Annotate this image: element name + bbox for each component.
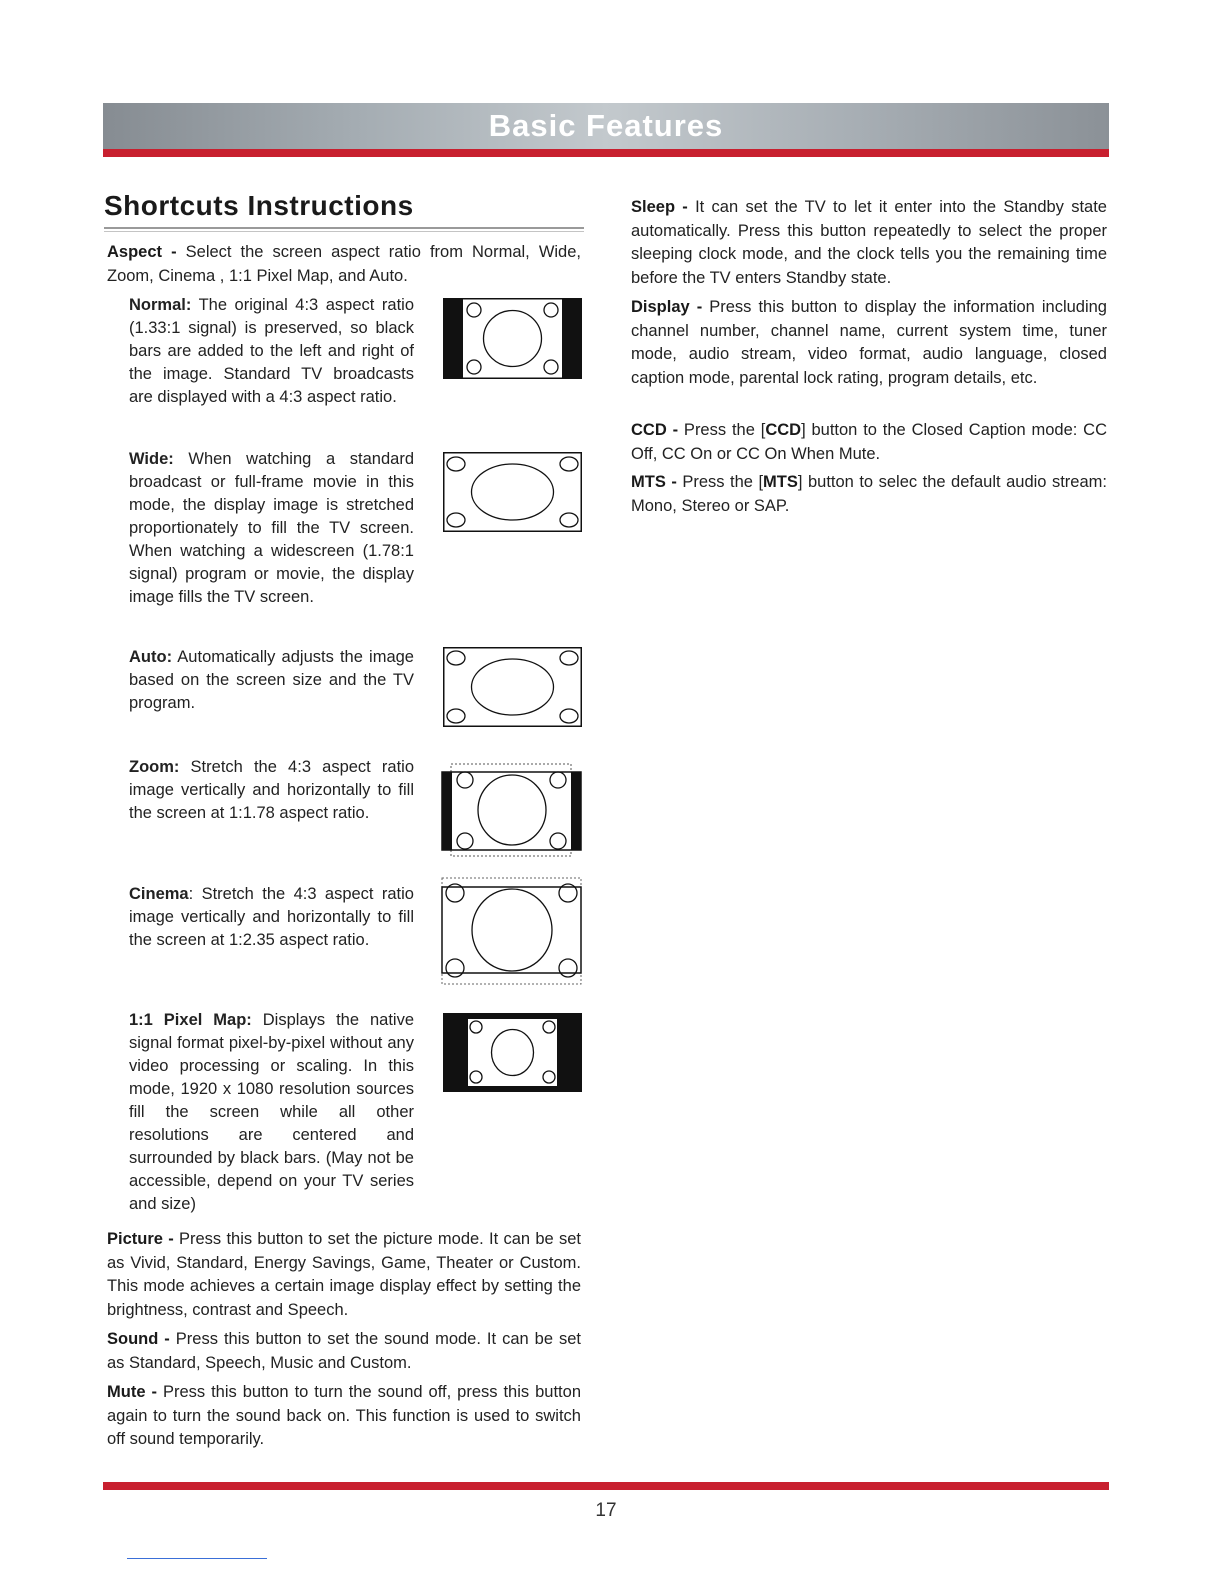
ccd-key: CCD [765,421,802,439]
ccd-paragraph [631,419,1107,466]
wide-mode-diagram [443,452,582,532]
mts-post: ] button to selec the default audio stream: Mono, Stereo or SAP. [631,473,1107,515]
mode-auto-text: Automatically adjusts the image based on the screen size and the TV program. [129,648,414,712]
header-banner [103,103,1109,149]
pixel-map-mode-diagram [443,1013,582,1092]
mode-pixel-map-text: Displays the native signal format pixel-by-pixel without any video processing or scaling. In this mode, 1920 x 1080 resolution sources fill the screen while all other resolutions are centered and surrounded by black bars. (May not be accessible, depend on your TV series and size) [129,1011,414,1213]
mode-pixel-map-label: 1:1 Pixel Map: [129,1011,252,1029]
mode-auto [129,646,414,715]
mode-pixel-map [129,1009,414,1216]
header-accent-bar [103,149,1109,157]
mute-paragraph [107,1381,581,1452]
ccd-pre: Press the [ [678,421,766,439]
sound-text: Press this button to set the sound mode. It can be set as Standard, Speech, Music and Custom. [107,1330,581,1372]
sleep-label: Sleep - [631,198,688,216]
mode-cinema [129,883,414,952]
section-title: Shortcuts Instructions [104,190,414,221]
mute-label: Mute - [107,1383,157,1401]
display-text: Press this button to display the information including channel number, channel name, current system time, tuner mode, audio stream, video format, audio language, closed caption mode, parental lock rating, program details, etc. [631,298,1107,387]
mode-zoom-text: Stretch the 4:3 aspect ratio image vertically and horizontally to fill the screen at 1:1.78 aspect ratio. [129,758,414,822]
aspect-paragraph [107,241,581,288]
section-title-rule-thin [104,231,584,232]
picture-paragraph [107,1228,581,1322]
picture-text: Press this button to set the picture mode. It can be set as Vivid, Standard, Energy Savings, Game, Theater or Custom. This mode achieves a certain image display effect by setting the brightness, contrast and Speech. [107,1230,581,1319]
mts-pre: Press the [ [676,473,764,491]
mode-wide-text: When watching a standard broadcast or full-frame movie in this mode, the display image is stretched proportionately to fill the TV screen. When watching a widescreen (1.78:1 signal) program or movie, the display image fills the TV screen. [129,450,414,606]
footer-link-underline [127,1558,267,1559]
mode-normal-text: The original 4:3 aspect ratio (1.33:1 signal) is preserved, so black bars are added to the left and right of the image. Standard TV broadcasts are displayed with a 4:3 aspect ratio. [129,296,414,406]
mode-zoom [129,756,414,825]
sound-paragraph [107,1328,581,1375]
mode-cinema-label: Cinema [129,885,189,903]
page-header-title: Basic Features [488,108,724,143]
picture-label: Picture - [107,1230,174,1248]
zoom-mode-diagram [441,762,583,858]
sound-label: Sound - [107,1330,170,1348]
mode-auto-label: Auto: [129,648,173,666]
display-label: Display - [631,298,703,316]
section-title-rule [104,227,584,229]
normal-mode-diagram [443,298,582,379]
aspect-text: Select the screen aspect ratio from Normal, Wide, Zoom, Cinema , 1:1 Pixel Map, and Auto. [107,243,581,285]
mute-text: Press this button to turn the sound off, press this button again to turn the sound back on. This function is used to switch off sound temporarily. [107,1383,581,1448]
mode-wide-label: Wide: [129,450,174,468]
cinema-mode-diagram [441,877,583,987]
sleep-text: It can set the TV to let it enter into the Standby state automatically. Press this button repeatedly to select the proper sleeping clock mode, and the clock tells you the remaining time before the TV enters Standby state. [631,198,1107,287]
mts-paragraph [631,471,1107,518]
mts-key: MTS [763,473,798,491]
ccd-post: ] button to the Closed Caption mode: CC Off, CC On or CC On When Mute. [631,421,1108,463]
mode-cinema-text: : Stretch the 4:3 aspect ratio image vertically and horizontally to fill the screen at 1:2.35 aspect ratio. [129,885,414,949]
auto-mode-diagram [443,647,582,727]
mode-normal-label: Normal: [129,296,192,314]
page-number: 17 [595,1500,617,1521]
mode-wide [129,448,414,609]
sleep-paragraph [631,196,1107,290]
mode-normal [129,294,414,409]
display-paragraph [631,296,1107,390]
mts-label: MTS - [631,473,677,491]
footer-accent-bar [103,1482,1109,1490]
mode-zoom-label: Zoom: [129,758,180,776]
aspect-label: Aspect - [107,243,177,261]
ccd-label: CCD - [631,421,679,439]
